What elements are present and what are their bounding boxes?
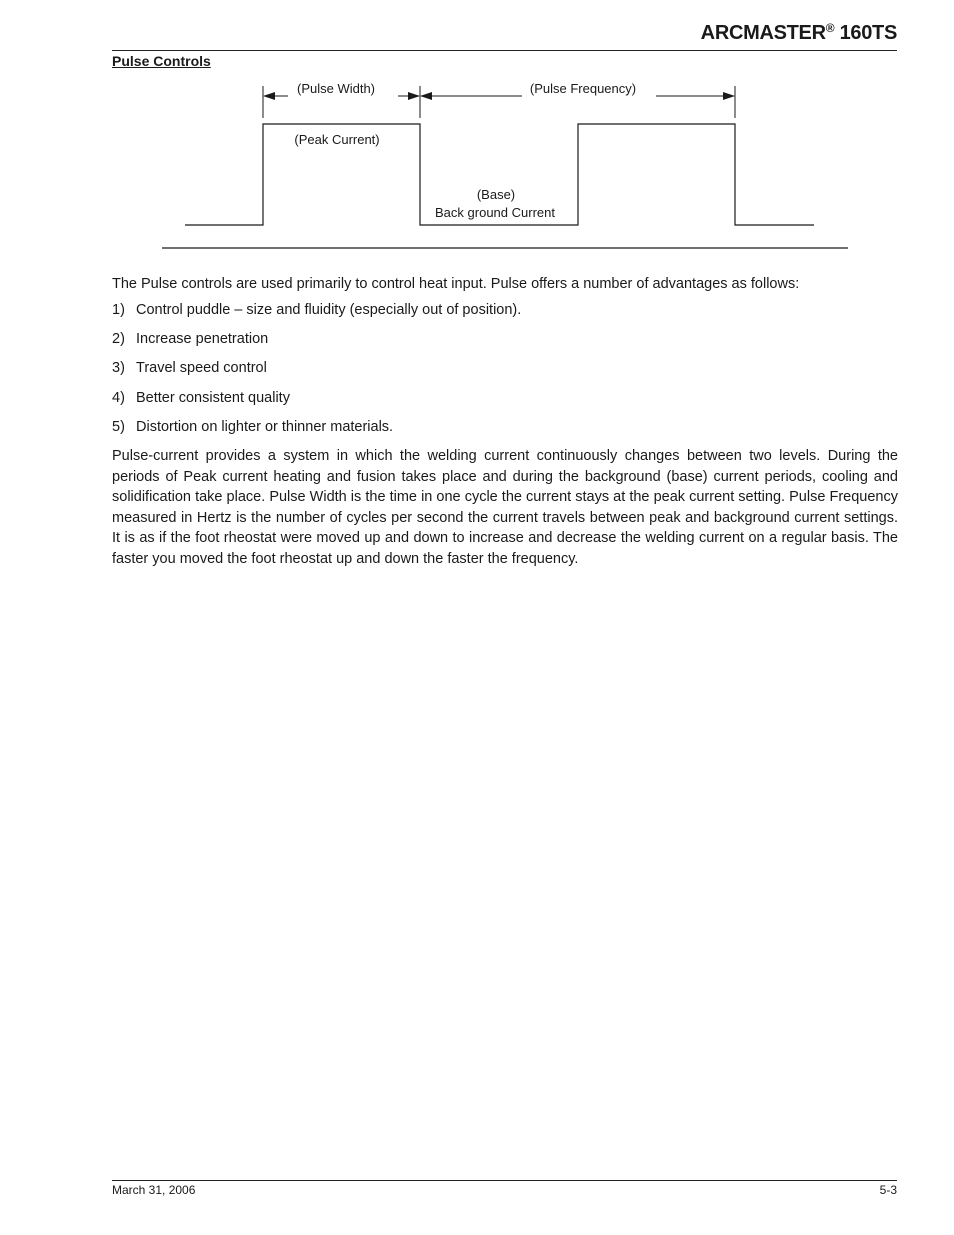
list-item-number: 1) bbox=[112, 302, 125, 318]
pulse-width-label: (Pulse Width) bbox=[296, 81, 376, 96]
advantages-list bbox=[112, 300, 898, 446]
list-item bbox=[112, 417, 898, 446]
pulse-waveform-diagram bbox=[0, 0, 954, 260]
footer-divider bbox=[112, 1180, 897, 1181]
list-item-text: Distortion on lighter or thinner materials. bbox=[136, 418, 394, 435]
list-item-text: Travel speed control bbox=[136, 360, 267, 377]
list-item-text: Increase penetration bbox=[136, 331, 269, 348]
footer-date: March 31, 2006 bbox=[112, 1183, 196, 1197]
description-paragraph: Pulse-current provides a system in which the welding current continuously changes between two levels. During the periods of Peak current heating and fusion takes place and during the background (base) current periods, cooling and solidification take place. Pulse Width is the time in one cycle the current stays at the peak current setting. Pulse Frequency measured in Hertz is the number of cycles per second the current travels between peak and background current settings. It is as if the foot rheostat were moved up and down to increase and decrease the welding current on a regular basis. The faster you moved the foot rheostat up and down the faster the frequency. bbox=[112, 448, 898, 567]
trademark-symbol: ® bbox=[825, 21, 835, 35]
list-item bbox=[112, 329, 898, 358]
list-item-number: 2) bbox=[112, 331, 125, 348]
list-item-text: Better consistent quality bbox=[136, 389, 290, 406]
background-current-label: Back ground Current bbox=[435, 205, 555, 220]
list-item-number: 4) bbox=[112, 389, 125, 406]
intro-paragraph: The Pulse controls are used primarily to control heat input. Pulse offers a number of advantages as follows: bbox=[112, 276, 800, 292]
product-name: ARCMASTER bbox=[700, 22, 826, 44]
list-item-number: 3) bbox=[112, 360, 125, 377]
pulse-frequency-label: (Pulse Frequency) bbox=[529, 81, 637, 96]
list-item-text: Control puddle – size and fluidity (especially out of position). bbox=[136, 302, 522, 318]
list-item bbox=[112, 388, 898, 417]
list-item-number: 5) bbox=[112, 418, 125, 435]
page-number: 5-3 bbox=[879, 1183, 897, 1197]
peak-current-label: (Peak Current) bbox=[294, 132, 380, 147]
base-label: (Base) bbox=[476, 187, 516, 202]
list-item bbox=[112, 300, 898, 329]
list-item bbox=[112, 358, 898, 387]
section-heading: Pulse Controls bbox=[112, 53, 211, 69]
model-number: 160TS bbox=[839, 22, 897, 44]
